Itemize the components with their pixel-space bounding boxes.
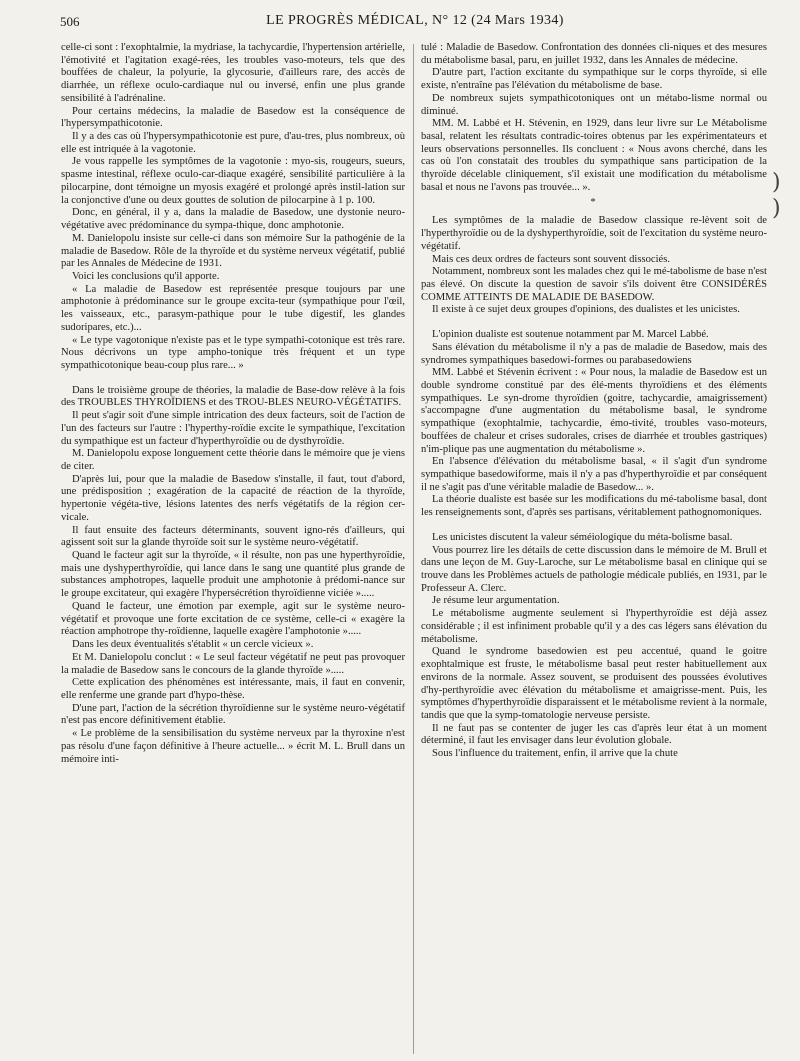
left-column — [61, 42, 405, 766]
column-divider — [413, 44, 414, 1054]
paragraph: Il existe à ce sujet deux groupes d'opinions, des dualistes et les unicistes. — [432, 304, 740, 316]
paragraph: Donc, en général, il y a, dans la maladie de Basedow, une dystonie neuro-végétative avec prédominance du sympa-thique, donc amphotonie. — [61, 207, 405, 232]
paragraph: Sans élévation du métabolisme il n'y a pas de maladie de Basedow, mais des syndromes sympathiques basedowi-formes ou parabasedowiens — [421, 341, 767, 366]
paragraph: L'opinion dualiste est soutenue notamment par M. Marcel Labbé. — [432, 329, 709, 341]
section-separator: * — [590, 196, 598, 208]
paragraph: Quand le syndrome basedowien est peu accentué, quand le goitre exophtalmique est fruste, le métabolisme basal peut rester habituellement aux environs de la normale. Assez souvent, se produisent des poussées évolutives d'hy-perthyroïdie avec élévation du métabolisme et amaigrisse-ment. Puis, les symptômes d'hyperthyroïdie disparaissent et le métabolisme revient à la normale, tandis que que la symp-tomatologie nerveuse persiste. — [421, 646, 767, 721]
paragraph: Dans le troisième groupe de théories, la maladie de Base-dow relève à la fois des TROUBLES THYROÏDIENS et des TROU-BLES NEURO-VÉGÉTATIFS. — [61, 384, 405, 409]
paragraph: La théorie dualiste est basée sur les modifications du mé-tabolisme basal, dont les renseignements sont, d'après ses partisans, véritablement pathognomoniques. — [421, 494, 767, 519]
paragraph: MM. M. Labbé et H. Stévenin, en 1929, dans leur livre sur Le Métabolisme basal, relatent les résultats contradic-toires obtenus par les expérimentateurs et leurs observations personnelles. Ils concluent : « Nous avons cherché, dans les cas où l'on constatait des troubles du sympathique sans participation de la thyroïde décelable cliniquement, s'il existait une modification du métabolisme basal et nous ne l'avons pas trouvée... ». — [421, 118, 767, 193]
paragraph: Dans les deux éventualités s'établit « un cercle vicieux ». — [72, 639, 314, 651]
paragraph: M. Danielopolu expose longuement cette théorie dans le mémoire que je viens de citer. — [61, 448, 405, 472]
page-header — [60, 12, 770, 32]
paragraph: « Le problème de la sensibilisation du système nerveux par la thyroxine n'est pas résolu d'une façon définitive à l'heure actuelle... » écrit M. L. Brull dans un mémoire inti- — [61, 728, 405, 765]
paragraph: M. Danielopolu insiste sur celle-ci dans son mémoire Sur la pathogénie de la maladie de Basedow. Rôle de la thyroïde et du système nerveux végétatif, publié par les Annales de Médecine de 1931. — [61, 232, 405, 270]
paragraph: D'autre part, l'action excitante du sympathique sur le corps thyroïde, si elle existe, n'entraîne pas l'élévation du métabolisme de base. — [421, 67, 767, 92]
paragraph: D'après lui, pour que la maladie de Basedow s'installe, il faut, tout d'abord, une prédisposition ; exagération de la capacité de réaction de la thyroïde, hypertonie végéta-tive, lésions latentes des nerfs végétatifs de la région cer-vicale. — [61, 473, 405, 523]
paragraph: Quand le facteur agit sur la thyroïde, « il résulte, non pas une hyperthyroïdie, mais une dyshyperthyroïdie, qui lance dans le sang une quantité plus grande de substances amphotropes, laquelle produit une amphotonie à prédomi-nance sur le groupe excitateur, qui exagère l'hypersécrétion thyroïdienne viciée »..... — [61, 550, 405, 600]
paragraph: Il ne faut pas se contenter de juger les cas d'après leur état à un moment déterminé, il faut les envisager dans leur évolution globale. — [421, 722, 767, 747]
paragraph: Je vous rappelle les symptômes de la vagotonie : myo-sis, rougeurs, sueurs, spasme intestinal, réflexe oculo-car-diaque exagéré, sensibilité particulière à la pilocarpine, dont témoigne un myosis exagéré et prolongé après instil-lation sur la conjonctive d'une ou deux gouttes de solution de pilocarpine à 1 p. 100. — [61, 156, 405, 206]
paragraph: Cette explication des phénomènes est intéressante, mais, il faut en convenir, elle renferme une grande part d'hypo-thèse. — [61, 677, 405, 701]
paragraph: Je résume leur argumentation. — [432, 595, 560, 607]
paragraph: De nombreux sujets sympathicotoniques ont un métabo-lisme normal ou diminué. — [421, 92, 767, 117]
paragraph: MM. Labbé et Stévenin écrivent : « Pour nous, la maladie de Basedow est un double syndrome constitué par des élé-ments thyroïdiens et des éléments sympathiques. Le syn-drome thyroïdien (goitre, tachycardie, amaigrissement) s'accompagne d'une augmentation du métabolisme basal, le syndrome sympathique (exophtalmie, tachycardie, émo-tivité, troubles vaso-moteurs, bouffées de chaleur et crises sudorales, crises de diarrhée et troubles gastriques) n'im-plique pas une augmentation du métabolisme ». — [421, 367, 767, 455]
paragraph: Quand le facteur, une émotion par exemple, agit sur le système neuro-végétatif et provoque une forte excitation de ce système, celle-ci « exagère la réaction amphotrope thy-roïdienne, laquelle exagère l'amphotonie »..... — [61, 600, 405, 638]
margin-bracket-icon: ) — [772, 170, 781, 195]
paragraph: Pour certains médecins, la maladie de Basedow est la conséquence de l'hypersympathicotonie. — [61, 105, 405, 130]
paragraph: « Le type vagotonique n'existe pas et le type sympathi-cotonique est très rare. Nous décrivons un type ampho-tonique très fréquent et un type sympathicotonique beau-coup plus rare... » — [61, 334, 405, 371]
running-title: LE PROGRÈS MÉDICAL, N° 12 (24 Mars 1934) — [266, 13, 564, 28]
paragraph: Les unicistes discutent la valeur séméiologique du méta-bolisme basal. — [432, 531, 733, 543]
paragraph: Notamment, nombreux sont les malades chez qui le mé-tabolisme de base n'est pas élevé. On discute la question de savoir s'ils doivent être CONSIDÉRÉS COMME ATTEINTS DE MALADIE DE BASEDOW. — [421, 266, 767, 303]
margin-bracket-icon: ) — [772, 196, 781, 221]
paragraph: Vous pourrez lire les détails de cette discussion dans le mémoire de M. Brull et dans une leçon de M. Guy-Laroche, sur Le métabolisme basal en clinique qui se trouve dans les Problèmes actuels de pathologie médicale publiés, en 1931, par le Professeur A. Clerc. — [421, 544, 767, 594]
page-number: 506 — [60, 14, 80, 29]
paragraph: Et M. Danielopolu conclut : « Le seul facteur végétatif ne peut pas provoquer la maladie de Basedow sans le concours de la glande thyroïde »..... — [61, 651, 405, 676]
paragraph: celle-ci sont : l'exophtalmie, la mydriase, la tachycardie, l'hypertension artérielle, l'émotivité et l'agitation exagé-rées, les troubles vaso-moteurs, tels que des bouffées de chaleur, la polyurie, la glycosurie, d'ailleurs rare, des accès de diarrhée, un réflexe oculo-cardiaque nul ou inversé, enfin une plus grande sensibilité à l'adrénaline. — [61, 42, 405, 104]
paragraph: D'une part, l'action de la sécrétion thyroïdienne sur le système neuro-végétatif n'est pas encore définitivement établie. — [61, 702, 405, 727]
paragraph: Sous l'influence du traitement, enfin, il arrive que la chute — [432, 748, 678, 760]
paragraph: Mais ces deux ordres de facteurs sont souvent dissociés. — [432, 253, 671, 265]
paragraph: Il y a des cas où l'hypersympathicotonie est pure, d'au-tres, plus nombreux, où elle est intriquée à la vagotonie. — [61, 131, 405, 155]
paragraph: Le métabolisme augmente seulement si l'hyperthyroïdie est déjà assez considérable ; il est infiniment probable qu'il y a des cas légers sans élévation du métabolisme. — [421, 608, 767, 645]
paragraph: Voici les conclusions qu'il apporte. — [72, 270, 220, 282]
paragraph: Il faut ensuite des facteurs déterminants, souvent igno-rés d'ailleurs, qui agissent soit sur la glande thyroïde soit sur le système neuro-végétatif. — [61, 524, 405, 549]
paragraph: tulé : Maladie de Basedow. Confrontation des données cli-niques et des mesures du métabolisme basal, paru, en juillet 1932, dans les Annales de médecine. — [421, 42, 767, 66]
paragraph: Il peut s'agir soit d'une simple intrication des deux facteurs, soit de l'action de l'un des facteurs sur l'autre : l'hyperthy-roïdie excite le sympathique, l'excitation du sympathique est un facteur d'hyperthyroïdie ou de dysthyroïdie. — [61, 410, 405, 447]
paragraph: En l'absence d'élévation du métabolisme basal, « il s'agit d'un syndrome sympathique basedowiforme, mais il n'y a pas d'hyperthyroïdie et par conséquent il ne s'agit pas d'une véritable maladie de Basedow... ». — [421, 456, 767, 493]
right-column — [421, 42, 767, 761]
paragraph: « La maladie de Basedow est représentée presque toujours par une amphotonie à prédominance sur le groupe excita-teur (sympathique pour l'œil, les vaisseaux, etc., parasym-pathique pour le tube digestif, les glandes sudoripares, etc.)... — [61, 283, 405, 333]
paragraph: Les symptômes de la maladie de Basedow classique re-lèvent soit de l'hyperthyroïdie ou de la dyshyperthyroïdie, soit de l'excitation du système neuro-végétatif. — [421, 215, 767, 252]
